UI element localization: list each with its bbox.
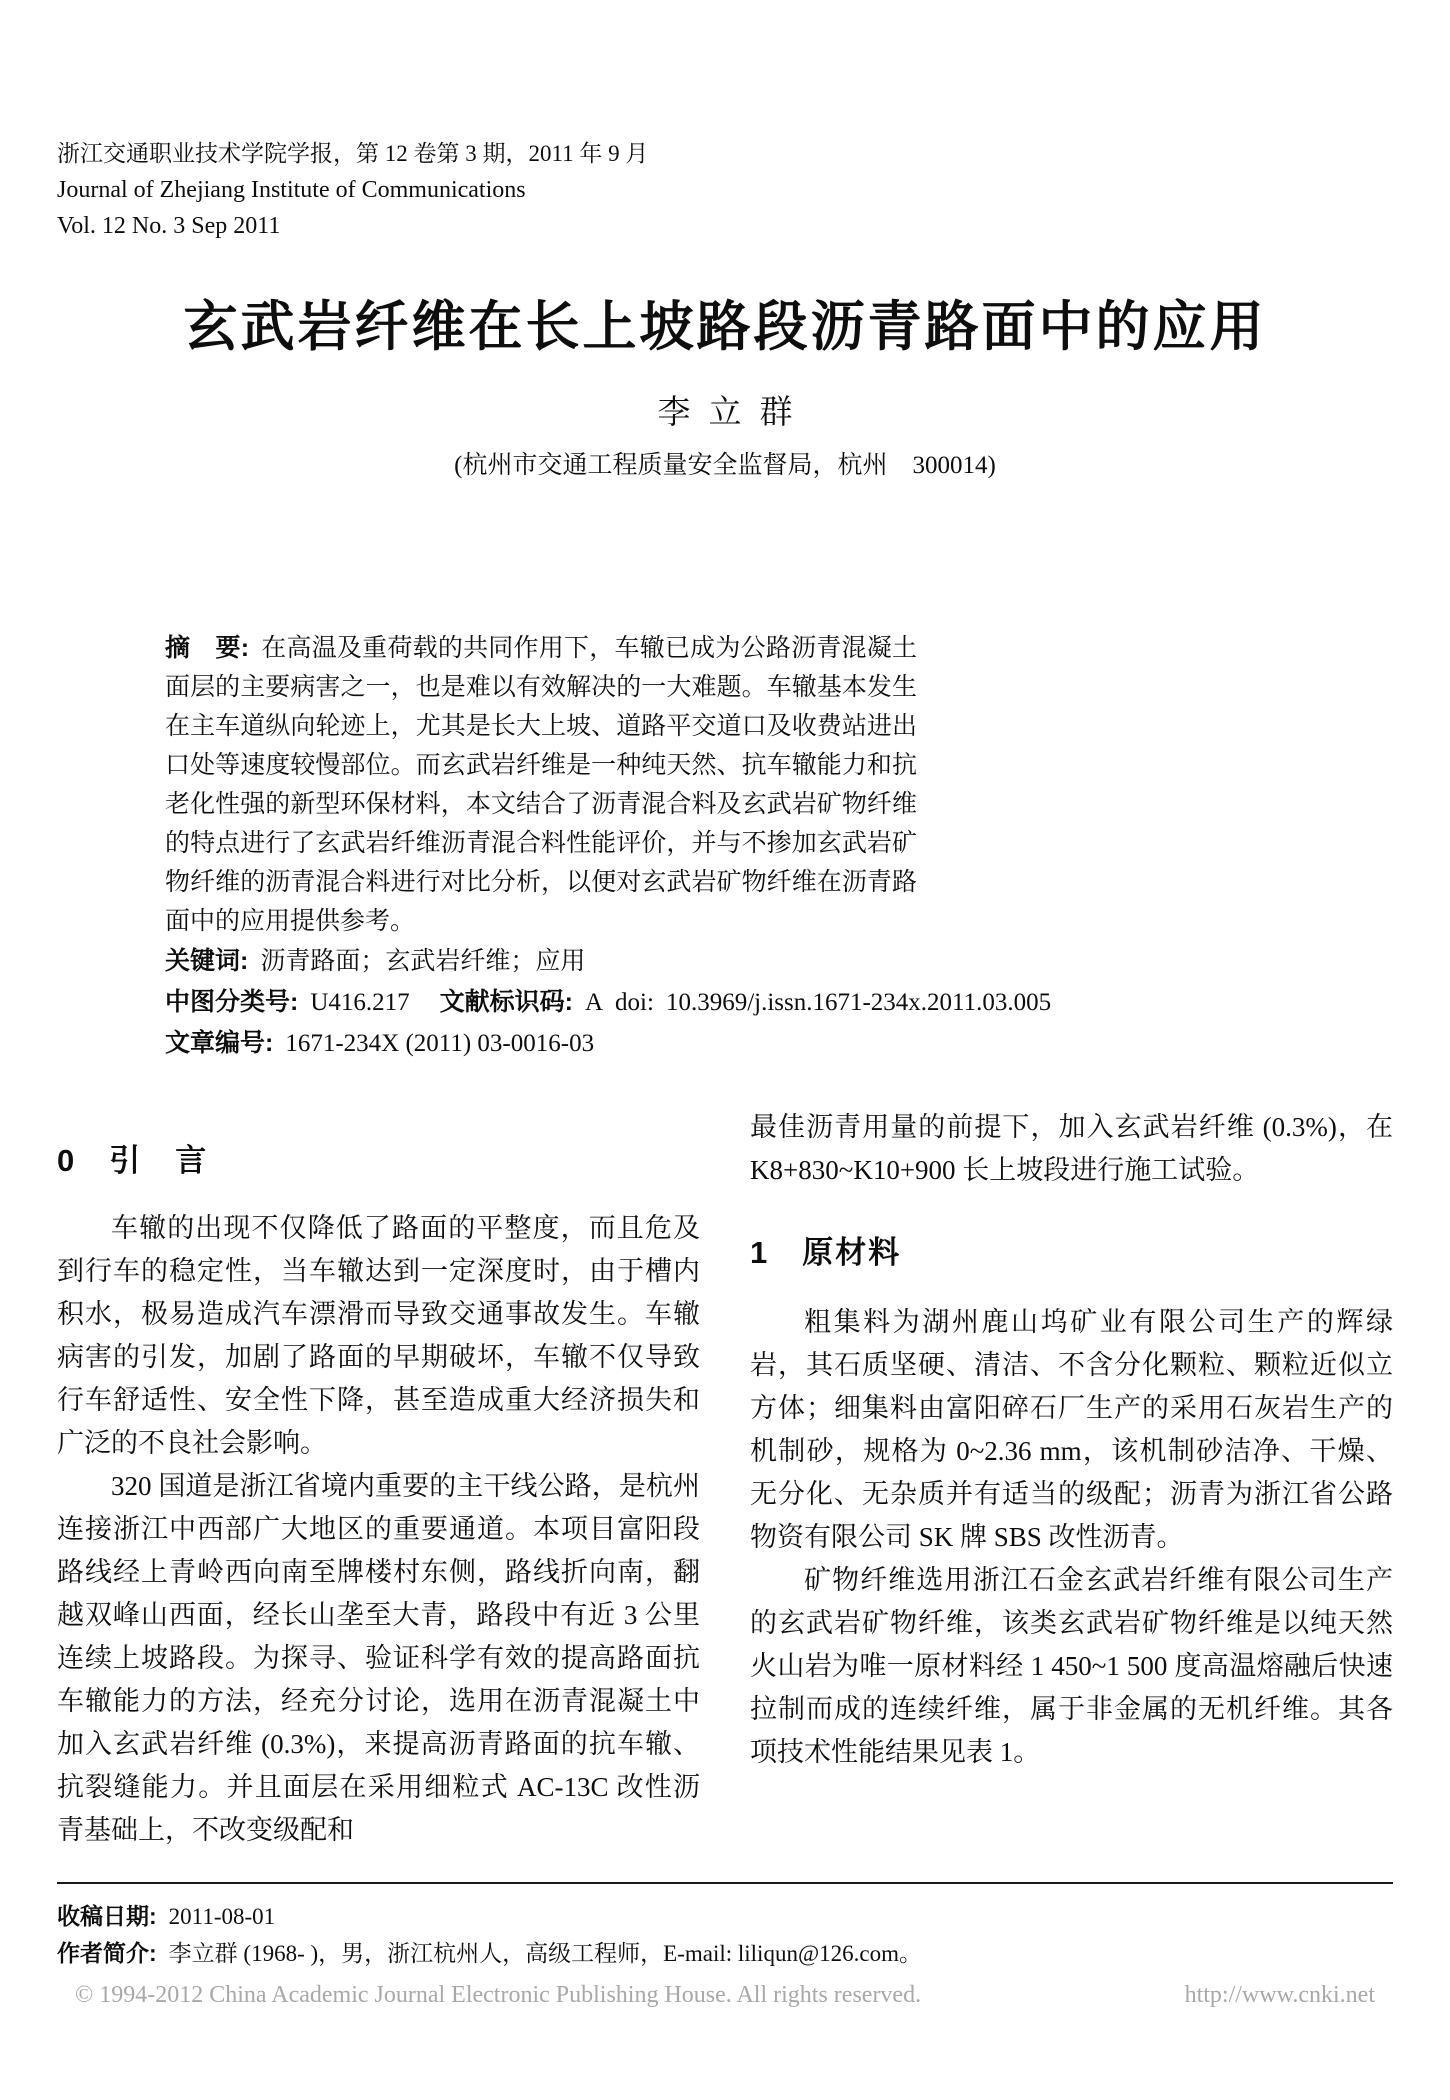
author-affiliation: (杭州市交通工程质量安全监督局，杭州 300014) — [454, 452, 996, 480]
author-bio-value: 李立群 (1968- )，男，浙江杭州人，高级工程师，E-mail: liliqun@126.com。 — [168, 1941, 922, 1966]
two-column-body — [57, 1106, 1393, 1852]
keywords-value: 沥青路面；玄武岩纤维；应用 — [260, 948, 586, 976]
materials-paragraph-1: 粗集料为湖州鹿山坞矿业有限公司生产的辉绿岩，其石质坚硬、清洁、不含分化颗粒、颗粒近似立方体；细集料由富阳碎石厂生产的采用石灰岩生产的机制砂，规格为 0~2.36 mm，该机制砂洁净、干燥、无分化、无杂质并有适当的级配；沥青为浙江省公路物资有限公司 SK 牌 SBS 改性沥青。 — [750, 1307, 1393, 1553]
abstract — [165, 629, 917, 941]
right-column — [750, 1106, 1393, 1852]
doi-value: 10.3969/j.issn.1671-234x.2011.03.005 — [665, 989, 1052, 1017]
intro-paragraph-2: 320 国道是浙江省境内重要的主干线公路，是杭州连接浙江中西部广大地区的重要通道。本项目富阳段路线经上青岭西向南至牌楼村东侧，路线折向南，翻越双峰山西面，经长山垄至大青，路段中有近 3 公里连续上坡路段。为探寻、验证科学有效的提高路面抗车辙能力的方法，经充分讨论，选用在沥青混凝土中加入玄武岩纤维 (0.3%)，来提高沥青路面的抗车辙、抗裂缝能力。并且面层在采用细粒式 AC-13C 改性沥青基础上，不改变级配和 — [57, 1471, 700, 1846]
author-bio-line — [57, 1935, 1393, 1972]
cnki-watermark — [57, 1980, 1393, 2011]
clc-value: U416.217 — [310, 989, 410, 1017]
received-date-label: 收稿日期: — [57, 1903, 157, 1929]
clc-label: 中图分类号: — [165, 988, 299, 1017]
journal-name-cn: 浙江交通职业技术学院学报，第 12 卷第 3 期，2011 年 9 月 — [57, 141, 649, 166]
article-number-line — [165, 1023, 917, 1064]
copyright-notice: © 1994-2012 China Academic Journal Electronic Publishing House. All rights reserved. — [75, 1982, 922, 2008]
received-date-value: 2011-08-01 — [168, 1904, 276, 1929]
journal-volume-line: Vol. 12 No. 3 Sep 2011 — [57, 213, 281, 239]
continuation-paragraph: 最佳沥青用量的前提下，加入玄武岩纤维 (0.3%)，在 K8+830~K10+900 长上坡段进行施工试验。 — [750, 1112, 1393, 1186]
abstract-text: 在高温及重荷载的共同作用下，车辙已成为公路沥青混凝土面层的主要病害之一，也是难以有效解决的一大难题。车辙基本发生在主车道纵向轮迹上，尤其是长大上坡、道路平交道口及收费站进出口处等速度较慢部位。而玄武岩纤维是一种纯天然、抗车辙能力和抗老化性强的新型环保材料，本文结合了沥青混合料及玄武岩矿物纤维的特点进行了玄武岩纤维沥青混合料性能评价，并与不掺加玄武岩矿物纤维的沥青混合料进行对比分析，以便对玄武岩矿物纤维在沥青路面中的应用提供参考。 — [165, 635, 917, 936]
section-heading-introduction: 0 引 言 — [57, 1143, 209, 1179]
left-column — [57, 1106, 700, 1852]
abstract-block — [165, 629, 1052, 1064]
keywords-label: 关键词: — [165, 947, 249, 976]
materials-paragraph-2: 矿物纤维选用浙江石金玄武岩纤维有限公司生产的玄武岩矿物纤维，该类玄武岩矿物纤维是以纯天然火山岩为唯一原材料经 1 450~1 500 度高温熔融后快速拉制而成的连续纤维，属于非金属的无机纤维。其各项技术性能结果见表 1。 — [750, 1565, 1393, 1768]
article-no-value: 1671-234X (2011) 03-0016-03 — [285, 1030, 595, 1058]
abstract-label: 摘 要: — [165, 634, 250, 663]
article-no-label: 文章编号: — [165, 1029, 274, 1058]
footnote-area — [57, 1882, 1393, 2011]
doc-code-label: 文献标识码: — [439, 988, 573, 1017]
author-bio-label: 作者简介: — [57, 1940, 157, 1966]
paper-title: 玄武岩纤维在长上坡路段沥青路面中的应用 — [183, 297, 1267, 357]
section-heading-materials: 1 原材料 — [750, 1235, 902, 1271]
doc-code-value: A — [584, 989, 604, 1017]
classification-line — [165, 982, 1052, 1023]
author-name: 李立群 — [657, 395, 811, 432]
journal-name-en: Journal of Zhejiang Institute of Communications — [57, 177, 526, 203]
intro-paragraph-1: 车辙的出现不仅降低了路面的平整度，而且危及到行车的稳定性，当车辙达到一定深度时，由于槽内积水，极易造成汽车漂滑而导致交通事故发生。车辙病害的引发，加剧了路面的早期破坏，车辙不仅导致行车舒适性、安全性下降，甚至造成重大经济损失和广泛的不良社会影响。 — [57, 1213, 700, 1459]
received-date-line — [57, 1898, 1393, 1935]
cnki-url: http://www.cnki.net — [1184, 1982, 1375, 2008]
journal-header — [57, 136, 1393, 244]
keywords-line — [165, 941, 917, 982]
doi-label: doi: — [615, 989, 654, 1017]
